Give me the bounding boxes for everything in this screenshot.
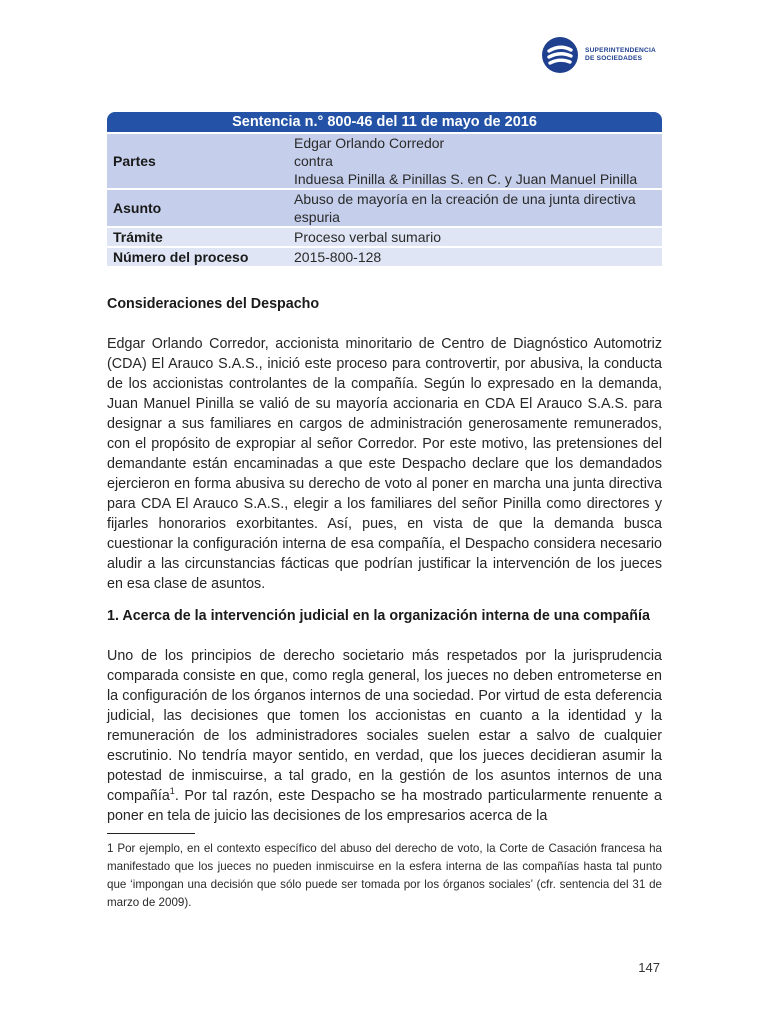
table-row-partes	[107, 134, 662, 188]
paragraph-1: Edgar Orlando Corredor, accionista minoritario de Centro de Diagnóstico Automotriz (CDA) El Arauco S.A.S., inició este proceso para controvertir, por abusiva, la conducta de los accionistas controlantes de la compañía. Según lo expresado en la demanda, Juan Manuel Pinilla se valió de su mayoría accionaria en CDA El Arauco S.A.S. para designar a sus familiares en cargos de administración generosamente remunerados, con el propósito de expropiar al señor Corredor. Por este motivo, las pretensiones del demandante están encaminadas a que este Despacho declare que los demandados ejercieron en forma abusiva su derecho de voto al poner en marcha una junta directiva para CDA El Arauco S.A.S., elegir a los familiares del señor Pinilla como directores y fijarles honorarios exorbitantes. Así, pues, en vista de que la demanda busca cuestionar la configuración interna de esa compañía, el Despacho considera necesario aludir a las circunstancias fácticas que podrían justificar la intervención de los jueces en esa clase de asuntos.	[107, 336, 662, 592]
row-value: 2015-800-128	[288, 248, 662, 266]
row-value-line: espuria	[294, 209, 340, 225]
section-heading: Consideraciones del Despacho	[107, 296, 320, 312]
supersociedades-logo	[541, 36, 656, 74]
logo-wordmark	[585, 47, 656, 63]
row-value-line: Abuso de mayoría en la creación de una junta directiva	[294, 191, 636, 207]
logo-line-1: SUPERINTENDENCIA	[585, 47, 656, 54]
footnote-reference[interactable]: 1	[169, 786, 175, 797]
row-value	[288, 134, 662, 188]
row-label: Asunto	[107, 190, 288, 226]
table-row-tramite	[107, 228, 662, 246]
case-summary-table	[107, 110, 662, 268]
row-value-line: Edgar Orlando Corredor	[294, 135, 445, 151]
table-row-numero-proceso	[107, 248, 662, 266]
page-number: 147	[638, 960, 660, 975]
row-value	[288, 190, 662, 226]
row-label: Partes	[107, 134, 288, 188]
subheading: 1. Acerca de la intervención judicial en la organización interna de una compañía	[107, 608, 650, 624]
table-row-asunto	[107, 190, 662, 226]
footnote-text: 1 Por ejemplo, en el contexto específico del abuso del derecho de voto, la Corte de Casación francesa ha manifestado que los jueces no pueden inmiscuirse en la esfera interna de las compañías hasta tal punto que ‘impongan una decisión que sólo puede ser tomada por los órganos sociales’ (cfr. sentencia del 31 de marzo de 2009).	[107, 842, 662, 909]
paragraph-2-part-2: . Por tal razón, este Despacho se ha mostrado particularmente renuente a poner en tela de juicio las decisiones de los empresarios acerca de la	[107, 788, 662, 824]
logo-line-2: DE SOCIEDADES	[585, 55, 643, 62]
paragraph-2-part-1: Uno de los principios de derecho societario más respetados por la jurisprudencia comparada consiste en que, como regla general, los jueces no deben entrometerse en la configuración de los órganos internos de una sociedad. Por virtud de esta deferencia judicial, las decisiones que tomen los accionistas en cuanto a la identidad y la remuneración de los administradores sociales suelen estar a salvo de cualquier escrutinio. No tendría mayor sentido, en verdad, que los jueces decidieran asumir la potestad de inmiscuirse, a tal grado, en la gestión de los asuntos internos de una compañía	[107, 648, 662, 804]
row-value: Proceso verbal sumario	[288, 228, 662, 246]
footnote-divider	[107, 833, 195, 834]
row-label: Número del proceso	[107, 248, 288, 266]
case-table-title: Sentencia n.° 800-46 del 11 de mayo de 2016	[107, 112, 662, 132]
row-value-line: Induesa Pinilla & Pinillas S. en C. y Juan Manuel Pinilla	[294, 171, 638, 187]
row-value-line: contra	[294, 153, 333, 169]
row-label: Trámite	[107, 228, 288, 246]
paragraph-2	[107, 646, 662, 826]
logo-emblem-icon	[541, 36, 579, 74]
